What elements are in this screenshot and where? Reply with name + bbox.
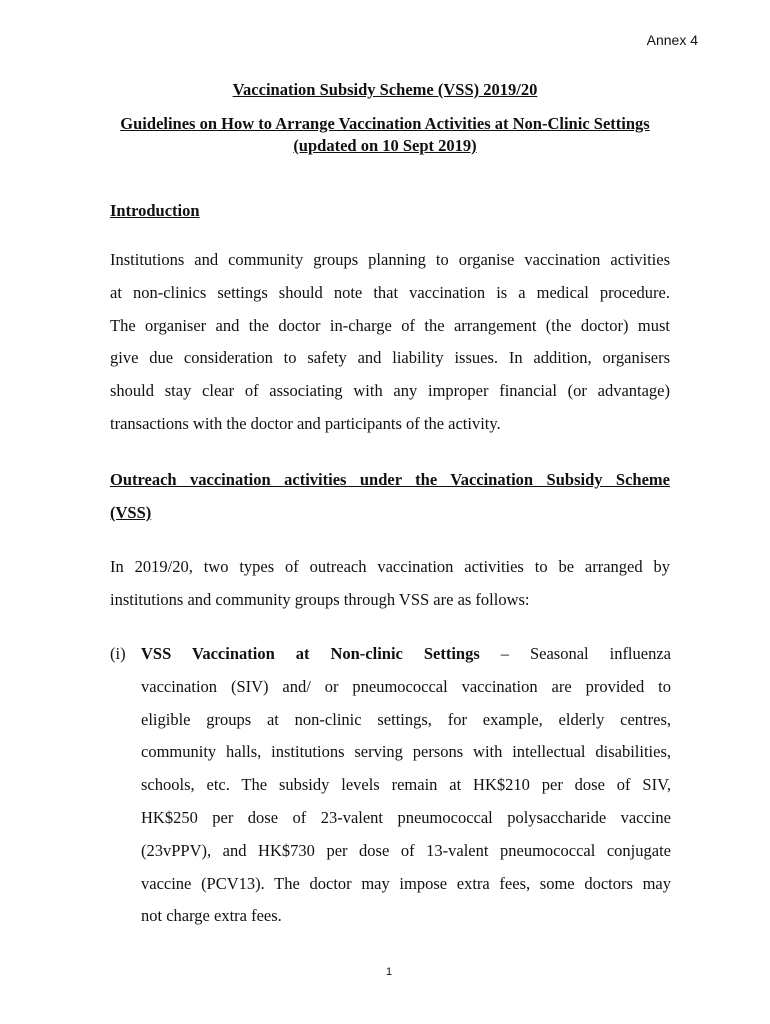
list-item-first-line [141, 644, 671, 664]
document-title: Vaccination Subsidy Scheme (VSS) 2019/20 [232, 80, 538, 99]
list-item-line: not charge extra fees. [141, 906, 282, 925]
outreach-intro-line: In 2019/20, two types of outreach vaccination activities to be arranged by [110, 557, 670, 576]
list-item-first-line-text: – Seasonal influenza [500, 644, 671, 663]
outreach-heading: Outreach vaccination activities under the Vaccination Subsidy Scheme [110, 470, 670, 489]
list-item-line: vaccination (SIV) and/ or pneumococcal vaccination are provided to [141, 677, 671, 696]
document-update-date: (updated on 10 Sept 2019) [293, 136, 477, 155]
list-item-line: (23vPPV), and HK$730 per dose of 13-valent pneumococcal conjugate [141, 841, 671, 860]
list-item-line: eligible groups at non-clinic settings, for example, elderly centres, [141, 710, 671, 729]
introduction-line: transactions with the doctor and participants of the activity. [110, 414, 501, 433]
list-marker: (i) [110, 644, 126, 663]
list-item-line: vaccine (PCV13). The doctor may impose extra fees, some doctors may [141, 874, 671, 893]
introduction-line: Institutions and community groups planning to organise vaccination activities [110, 250, 670, 269]
annex-label: Annex 4 [646, 32, 698, 48]
outreach-heading-continued: (VSS) [110, 503, 152, 522]
introduction-line: give due consideration to safety and liability issues. In addition, organisers [110, 348, 670, 367]
document-subtitle: Guidelines on How to Arrange Vaccination Activities at Non-Clinic Settings [120, 114, 650, 133]
page-number: 1 [385, 966, 393, 978]
list-item-line: community halls, institutions serving persons with intellectual disabilities, [141, 742, 671, 761]
introduction-line: The organiser and the doctor in-charge of the arrangement (the doctor) must [110, 316, 670, 335]
introduction-line: should stay clear of associating with any improper financial (or advantage) [110, 381, 670, 400]
introduction-line: at non-clinics settings should note that vaccination is a medical procedure. [110, 283, 670, 302]
list-item-line: HK$250 per dose of 23-valent pneumococcal polysaccharide vaccine [141, 808, 671, 827]
outreach-intro-line: institutions and community groups through VSS are as follows: [110, 590, 530, 609]
introduction-heading: Introduction [110, 201, 200, 220]
list-item-line: schools, etc. The subsidy levels remain at HK$210 per dose of SIV, [141, 775, 671, 794]
list-item-title: VSS Vaccination at Non-clinic Settings [141, 644, 480, 663]
